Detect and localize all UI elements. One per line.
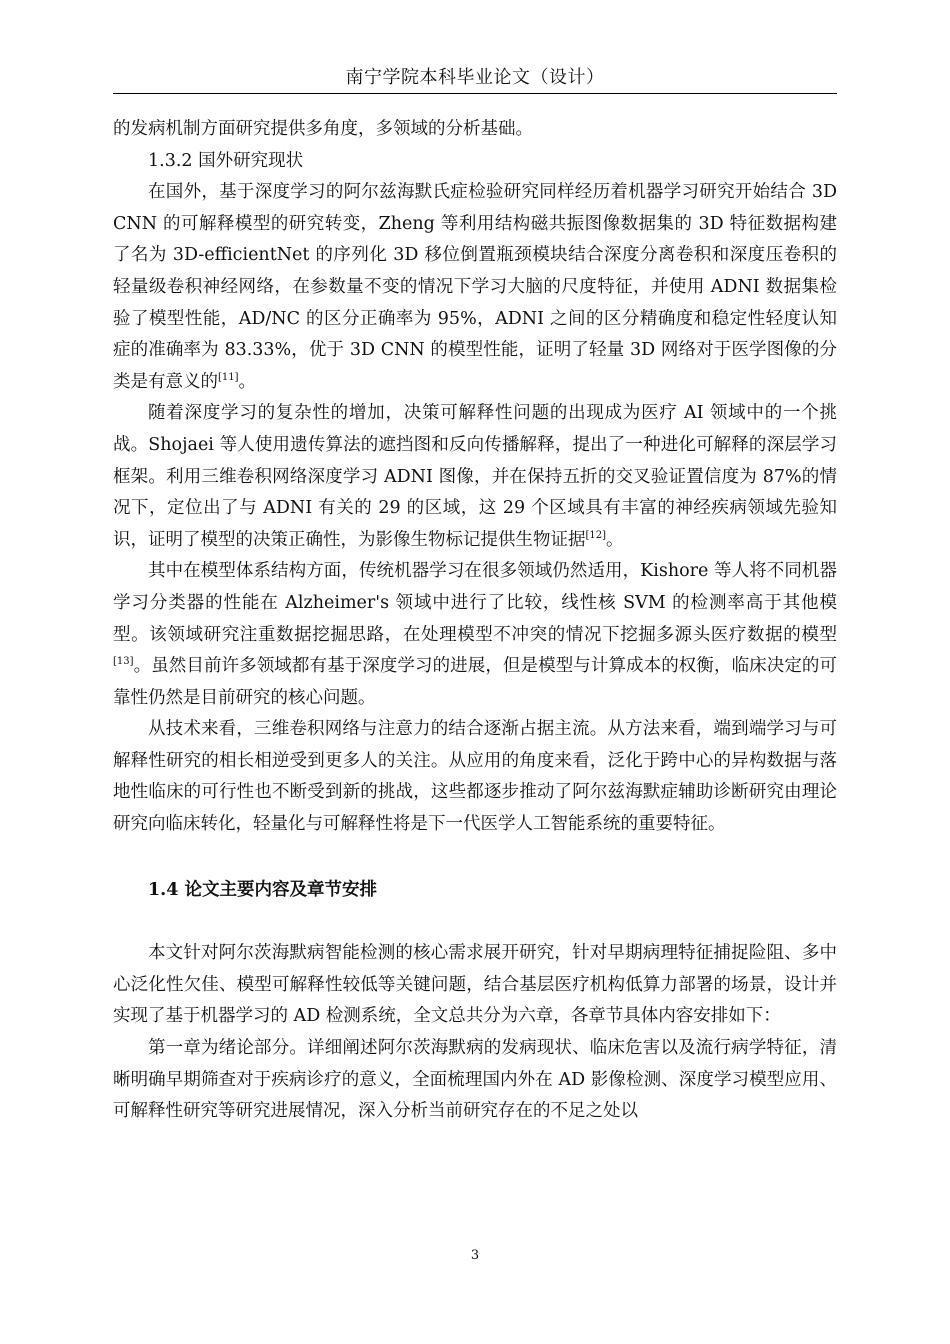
header-rule: [113, 93, 837, 94]
paragraph-text: 其中在模型体系结构方面，传统机器学习在很多领域仍然适用，Kishore 等人将不同机器学习分类器的性能在 Alzheimer's 领域中进行了比较，线性核 SVM 的检测率高于其他模型。该领域研究注重数据挖掘思路，在处理模型不冲突的情况下挖掘多源头医疗数据的模型: [113, 561, 837, 645]
paragraph-text: 。虽然目前许多领域都有基于深度学习的进展，但是模型与计算成本的权衡，临床决定的可靠性仍然是目前研究的核心问题。: [113, 656, 837, 708]
running-header: 南宁学院本科毕业论文（设计）: [345, 67, 605, 88]
paragraph-text: 随着深度学习的复杂性的增加，决策可解释性问题的出现成为医疗 AI 领域中的一个挑战。Shojaei 等人使用遗传算法的遮挡图和反向传播解释，提出了一种进化可解释的深层学习框架。利用三维卷积网络深度学习 ADNI 图像，并在保持五折的交叉验证置信度为 87%的情况下，定位出了与 ADNI 有关的 29 的区域，这 29 个区域具有丰富的神经疾病领域先验知识，证明了模型的决策正确性，为影像生物标记提供生物证据: [113, 403, 837, 550]
paragraph-foreign-research-1: [113, 177, 837, 398]
paragraph-foreign-research-3: [113, 556, 837, 714]
paragraph-text: 在国外，基于深度学习的阿尔兹海默氏症检验研究同样经历着机器学习研究开始结合 3D CNN 的可解释模型的研究转变，Zheng 等利用结构磁共振图像数据集的 3D 特征数据构建了名为 3D-efficientNet 的序列化 3D 移位倒置瓶颈模块结合深度分离卷积和深度压卷积的轻量级卷积神经网络，在参数量不变的情况下学习大脑的尺度特征，并使用 ADNI 数据集检验了模型性能，AD/NC 的区分正确率为 95%，ADNI 之间的区分精确度和稳定性轻度认知症的准确率为 83.33%，优于 3D CNN 的模型性能，证明了轻量 3D 网络对于医学图像的分类是有意义的: [113, 182, 837, 392]
paragraph-continuation: 的发病机制方面研究提供多角度，多领域的分析基础。: [113, 119, 533, 139]
section-heading: 1.4 论文主要内容及章节安排: [148, 879, 378, 900]
citation-ref: [13]: [113, 656, 134, 668]
paragraph-text: 。: [238, 371, 257, 392]
body-text: [113, 114, 837, 1128]
citation-ref: [11]: [218, 371, 239, 383]
paragraph-foreign-research-4: 从技术来看，三维卷积网络与注意力的结合逐渐占据主流。从方法来看，端到端学习与可解释性研究的相长相逆受到更多人的关注。从应用的角度来看，泛化于跨中心的异构数据与落地性临床的可行性也不断受到新的挑战，这些都逐步推动了阿尔兹海默症辅助诊断研究由理论研究向临床转化，轻量化与可解释性将是下一代医学人工智能系统的重要特征。: [113, 719, 837, 835]
subsection-heading: 1.3.2 国外研究现状: [148, 150, 304, 171]
citation-ref: [12]: [585, 529, 607, 541]
paragraph-chapter-one: 第一章为绪论部分。详细阐述阿尔茨海默病的发病现状、临床危害以及流行病学特征，清晰明确早期筛查对于疾病诊疗的意义，全面梳理国内外在 AD 影像检测、深度学习模型应用、可解释性研究等研究进展情况，深入分析当前研究存在的不足之处以: [113, 1038, 837, 1122]
paragraph-thesis-content: 本文针对阿尔茨海默病智能检测的核心需求展开研究，针对早期病理特征捕捉险阻、多中心泛化性欠佳、模型可解释性较低等关键问题，结合基层医疗机构低算力部署的场景，设计并实现了基于机器学习的 AD 检测系统，全文总共分为六章，各章节具体内容安排如下：: [113, 943, 837, 1027]
paragraph-foreign-research-2: [113, 398, 837, 556]
page-number: 3: [470, 1248, 480, 1263]
paragraph-text: 。: [606, 529, 624, 550]
